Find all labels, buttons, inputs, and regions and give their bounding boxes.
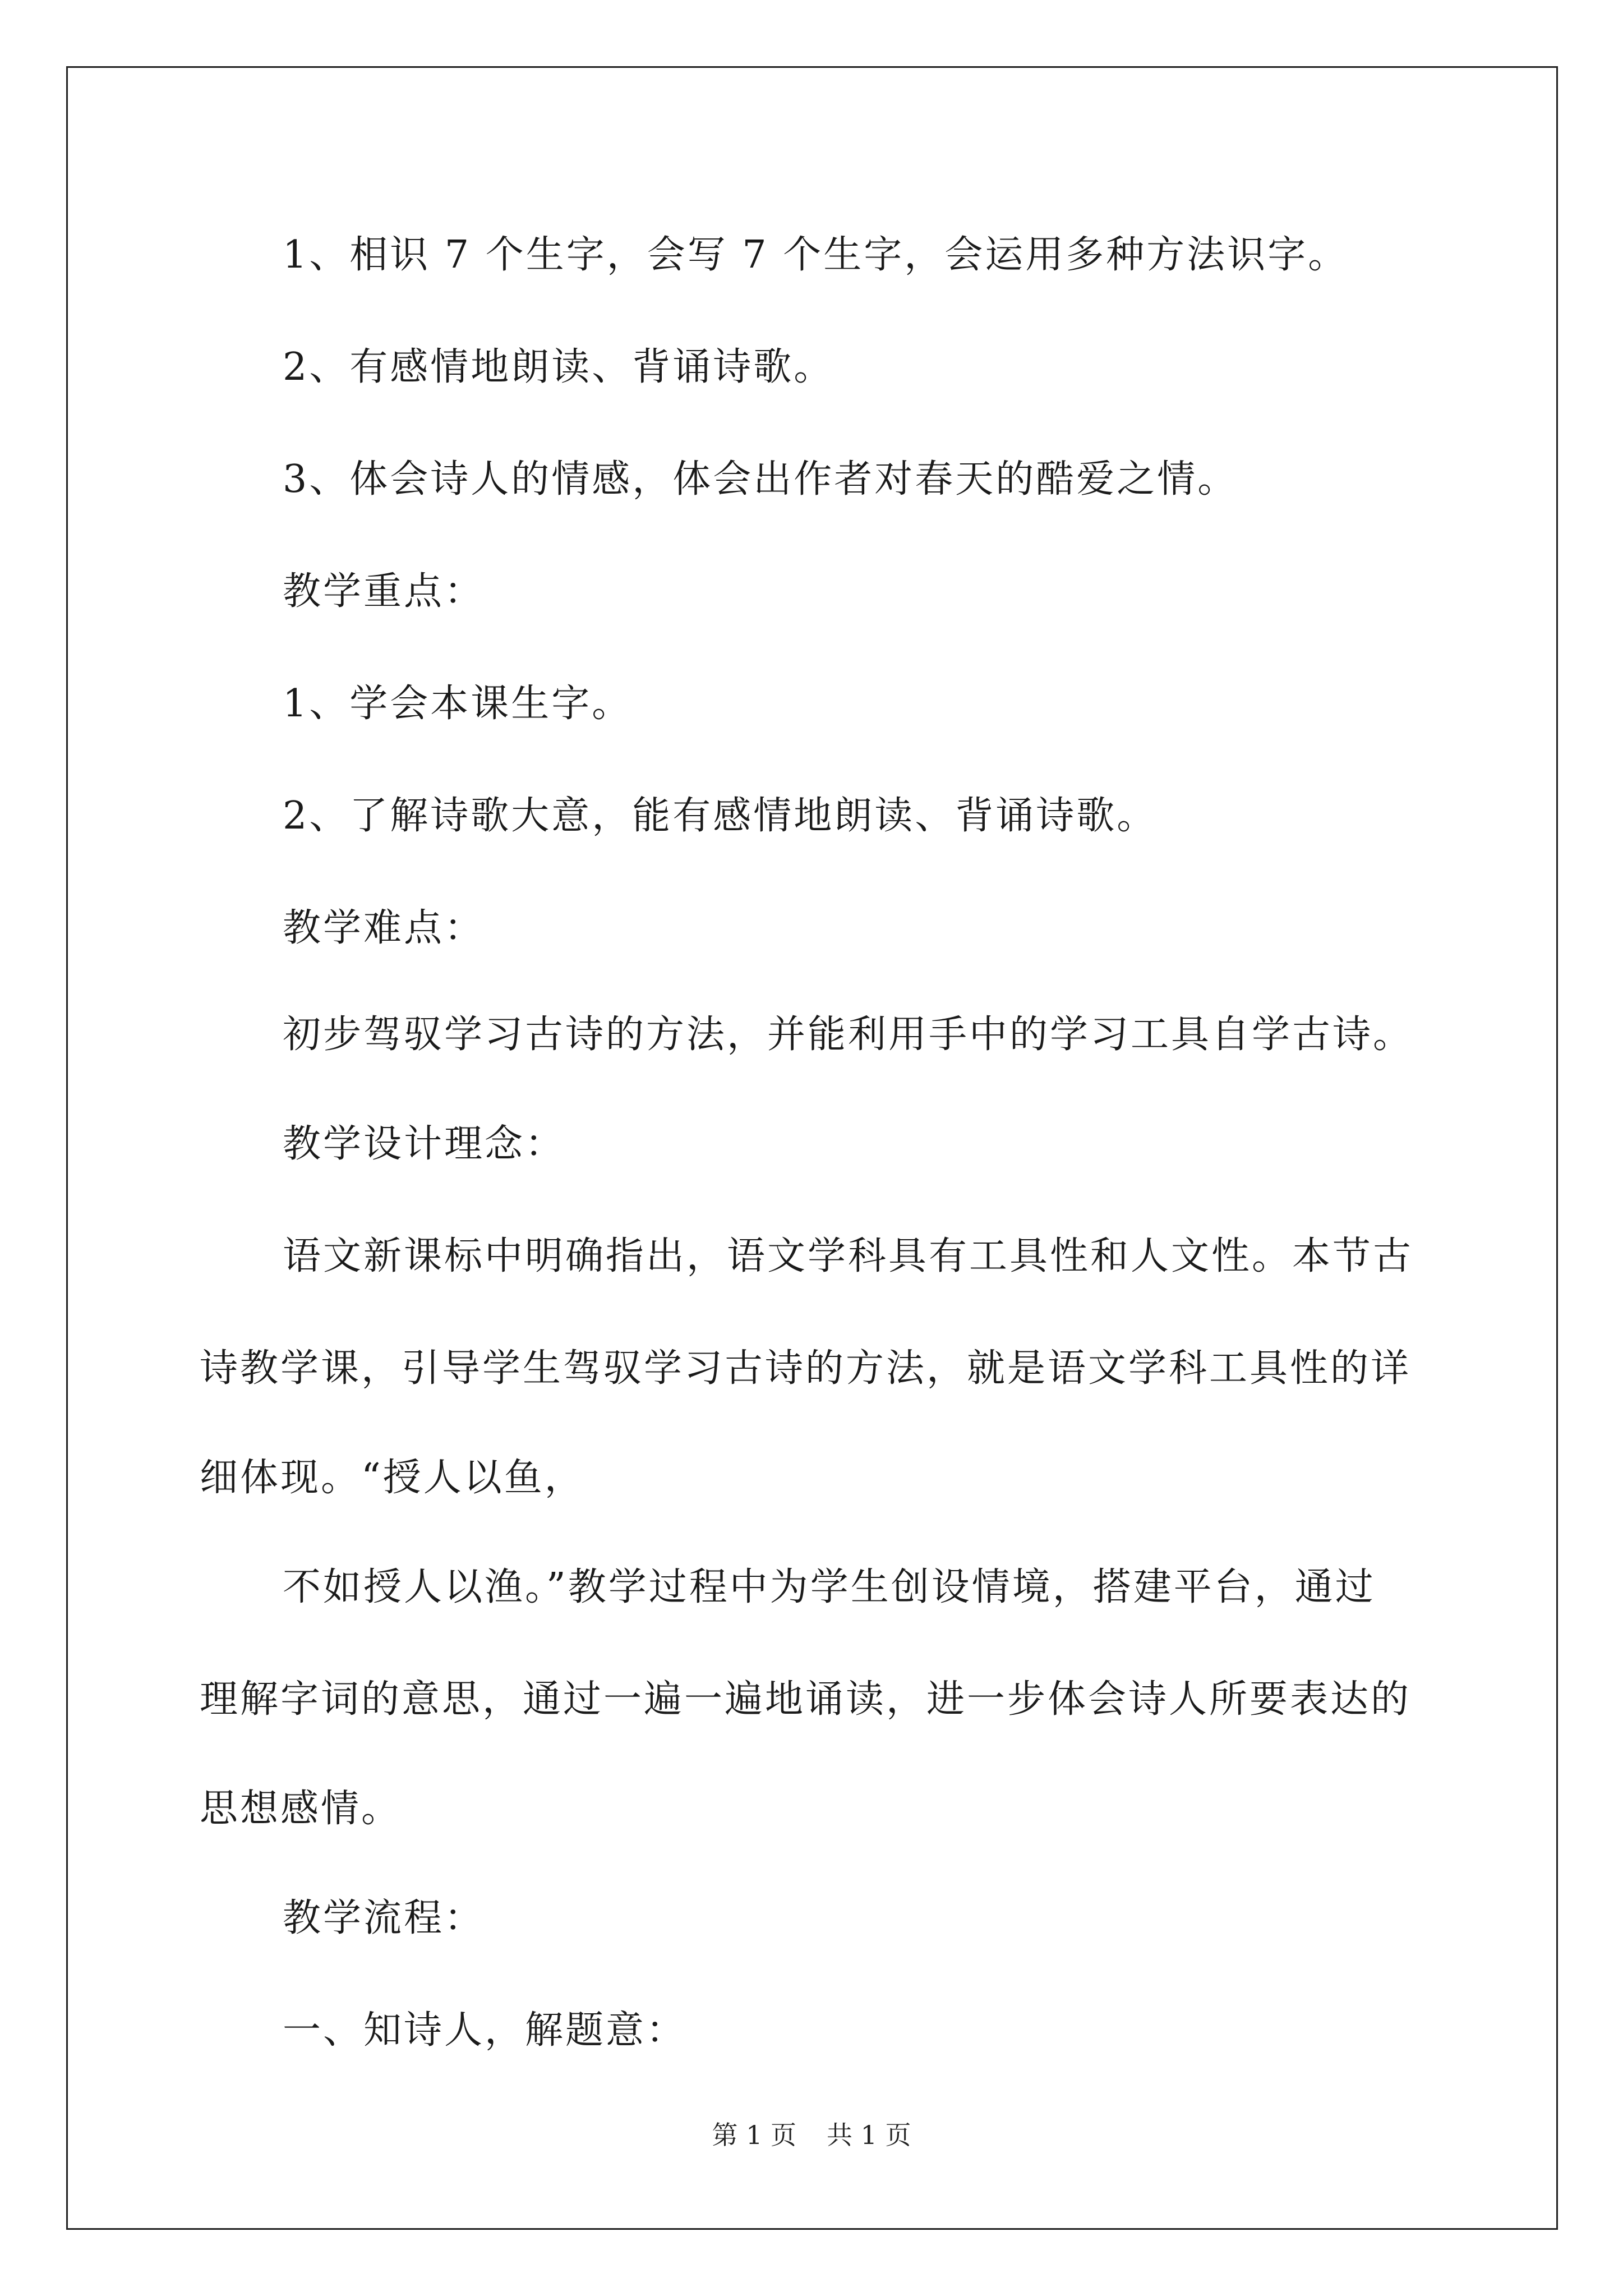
paragraph: 2、了解诗歌大意，能有感情地朗读、背诵诗歌。 — [283, 794, 1158, 838]
section-heading: 一、知诗人，解题意： — [283, 2008, 687, 2053]
section-heading: 教学设计理念： — [283, 1122, 566, 1166]
paragraph: 2、有感情地朗读、背诵诗歌。 — [283, 345, 834, 389]
section-heading: 教学难点： — [283, 906, 485, 950]
paragraph-continuation: 理解字词的意思，通过一遍一遍地诵读，进一步体会诗人所要表达的 — [200, 1677, 1412, 1722]
paragraph-continuation: 诗教学课，引导学生驾驭学习古诗的方法，就是语文学科工具性的详 — [200, 1346, 1412, 1391]
paragraph-continuation: 思想感情。 — [200, 1787, 402, 1831]
section-heading: 教学流程： — [283, 1896, 485, 1940]
page-number-total: 共 1 页 — [827, 2120, 911, 2150]
section-heading: 教学重点： — [283, 569, 485, 614]
paragraph: 不如授人以渔。”教学过程中为学生创设情境，搭建平台，通过 — [283, 1565, 1376, 1609]
paragraph: 1、相识 7 个生字，会写 7 个生字，会运用多种方法识字。 — [283, 233, 1349, 277]
paragraph: 初步驾驭学习古诗的方法，并能利用手中的学习工具自学古诗。 — [283, 1013, 1414, 1057]
page-number-current: 第 1 页 — [712, 2120, 796, 2150]
paragraph: 1、学会本课生字。 — [283, 682, 633, 726]
page-footer — [0, 2115, 1623, 2152]
paragraph-continuation: 细体现。“授人以鱼， — [200, 1456, 585, 1500]
paragraph: 3、体会诗人的情感，体会出作者对春天的酷爱之情。 — [283, 457, 1238, 501]
paragraph: 语文新课标中明确指出，语文学科具有工具性和人文性。本节古 — [283, 1234, 1414, 1278]
